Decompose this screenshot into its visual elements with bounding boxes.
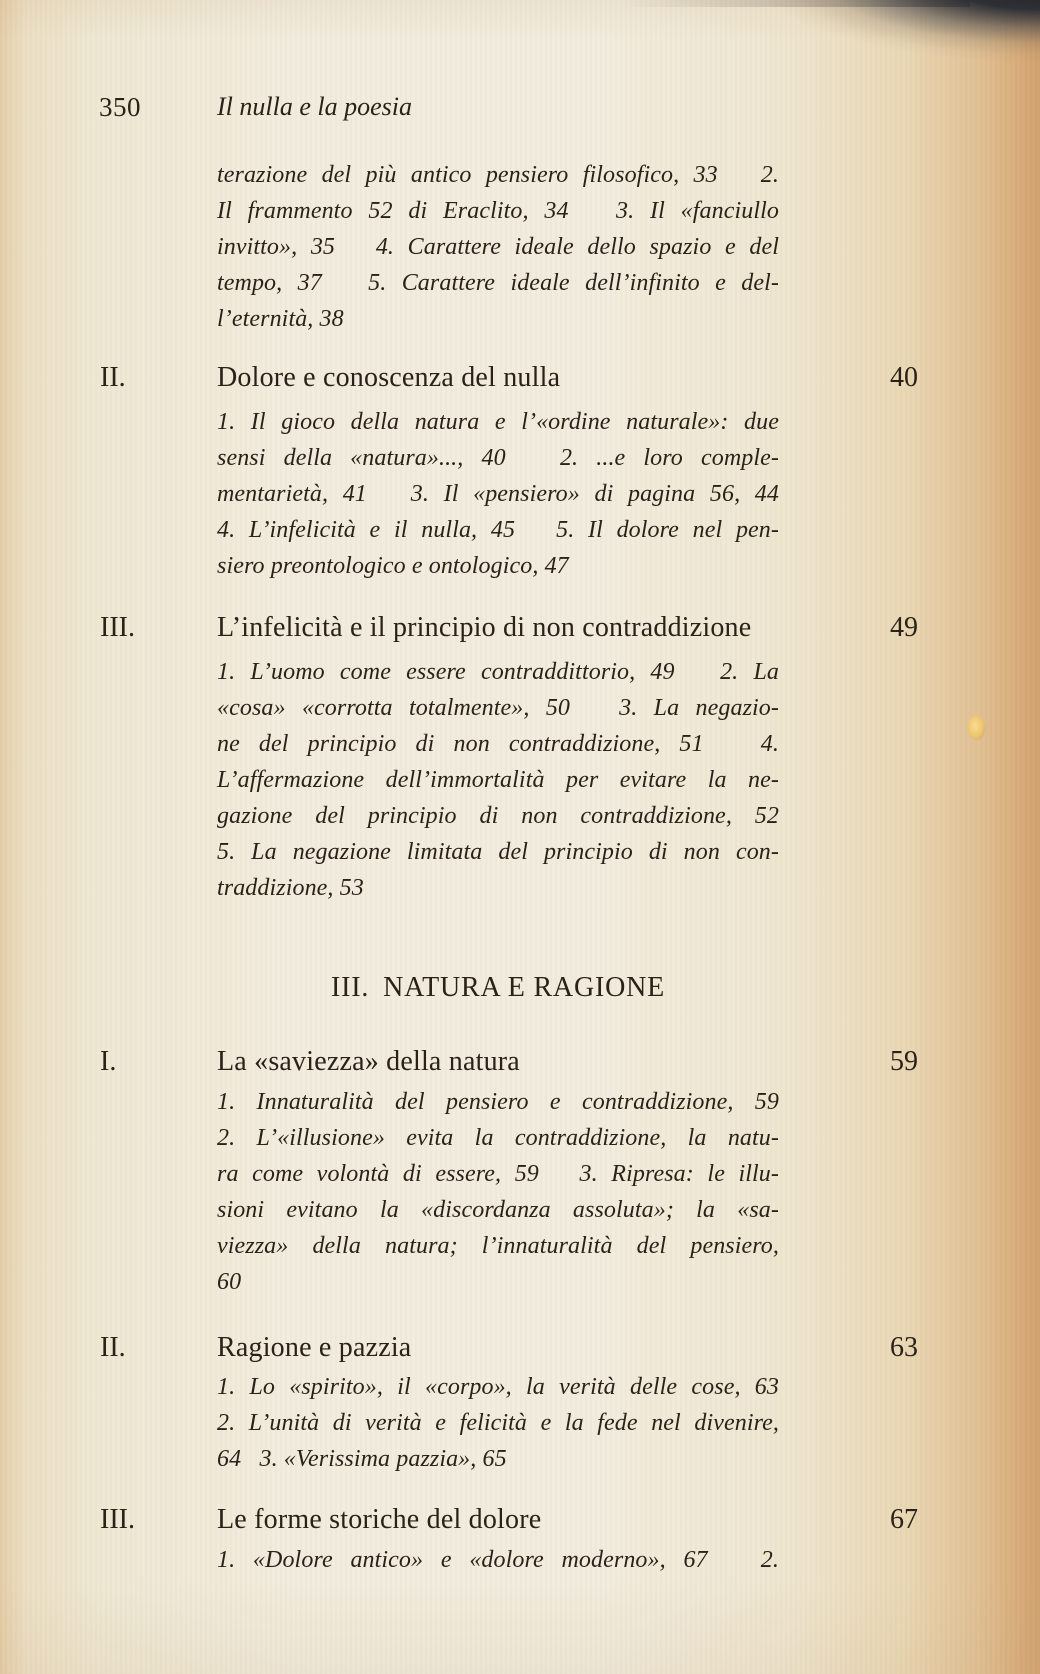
part-heading-natura-e-ragione [217, 972, 779, 1004]
toc-line: mentarietà, 41 3. Il «pensiero» di pagina 56, 44 [217, 481, 779, 507]
entry-title: Le forme storiche del dolore [217, 1504, 542, 1535]
toc-line: 64 3. «Verissima pazzia», 65 [217, 1446, 507, 1472]
entry-numeral: II. [100, 362, 126, 393]
page-corner-shadow [680, 0, 1040, 80]
toc-line: 1. L’uomo come essere contraddittorio, 49 2. La [217, 659, 779, 685]
toc-line: L’affermazione dell’immortalità per evitare la ne- [217, 767, 779, 793]
entry-numeral: I. [100, 1046, 117, 1077]
entry-title: La «saviezza» della natura [217, 1046, 520, 1077]
entry-page-number: 59 [890, 1046, 918, 1077]
entry-title: L’infelicità e il principio di non contraddizione [217, 612, 752, 643]
toc-continuation-block [217, 157, 779, 337]
entry-numeral: III. [100, 1504, 135, 1535]
toc-line: 1. Lo «spirito», il «corpo», la verità delle cose, 63 [217, 1374, 779, 1400]
entry-page-number: 49 [890, 612, 918, 643]
toc-line: l’eternità, 38 [217, 306, 344, 332]
toc-line: gazione del principio di non contraddizione, 52 [217, 803, 779, 829]
page-top-edge-shadow [620, 0, 970, 7]
page-number-folio: 350 [99, 92, 141, 122]
toc-line: 1. Il gioco della natura e l’«ordine naturale»: due [217, 409, 779, 435]
toc-line: 2. L’unità di verità e felicità e la fede nel divenire, [217, 1410, 779, 1436]
page-header [0, 92, 1040, 126]
running-title: Il nulla e la poesia [217, 92, 412, 121]
toc-line: invitto», 35 4. Carattere ideale dello spazio e del [217, 234, 779, 260]
entry-page-number: 40 [890, 362, 918, 393]
entry-sublines [217, 1084, 779, 1300]
entry-sublines [217, 404, 779, 584]
entry-numeral: III. [100, 612, 135, 643]
toc-line: 5. La negazione limitata del principio di non con- [217, 839, 779, 865]
toc-line: sioni evitano la «discordanza assoluta»; la «sa- [217, 1197, 779, 1223]
toc-line: 60 [217, 1269, 242, 1295]
part-heading-title: NATURA E RAGIONE [383, 972, 666, 1003]
toc-line: siero preontologico e ontologico, 47 [217, 553, 569, 579]
toc-line: traddizione, 53 [217, 875, 364, 901]
paper-stain-mark [968, 716, 985, 740]
entry-sublines [217, 1542, 779, 1578]
toc-line: Il frammento 52 di Eraclito, 34 3. Il «fanciullo [217, 198, 779, 224]
toc-line: «cosa» «corrotta totalmente», 50 3. La negazio- [217, 695, 779, 721]
toc-line: viezza» della natura; l’innaturalità del pensiero, [217, 1233, 779, 1259]
toc-line: 4. L’infelicità e il nulla, 45 5. Il dolore nel pen- [217, 517, 779, 543]
toc-line: sensi della «natura»..., 40 2. ...e loro comple- [217, 445, 779, 471]
toc-line: tempo, 37 5. Carattere ideale dell’infinito e del- [217, 270, 779, 296]
toc-line: terazione del più antico pensiero filosofico, 33 2. [217, 162, 779, 188]
entry-numeral: II. [100, 1332, 126, 1363]
toc-line: 2. L’«illusione» evita la contraddizione, la natu- [217, 1125, 779, 1151]
part-heading-numeral: III. [330, 972, 370, 1003]
entry-sublines [217, 654, 779, 906]
entry-title: Dolore e conoscenza del nulla [217, 362, 561, 393]
entry-page-number: 67 [890, 1504, 918, 1535]
entry-title: Ragione e pazzia [217, 1332, 412, 1363]
toc-line: 1. «Dolore antico» e «dolore moderno», 67 2. [217, 1547, 779, 1573]
entry-page-number: 63 [890, 1332, 918, 1363]
toc-line: ne del principio di non contraddizione, 51 4. [217, 731, 779, 757]
toc-line: ra come volontà di essere, 59 3. Ripresa: le illu- [217, 1161, 779, 1187]
entry-sublines [217, 1369, 779, 1477]
toc-line: 1. Innaturalità del pensiero e contraddizione, 59 [217, 1089, 779, 1115]
